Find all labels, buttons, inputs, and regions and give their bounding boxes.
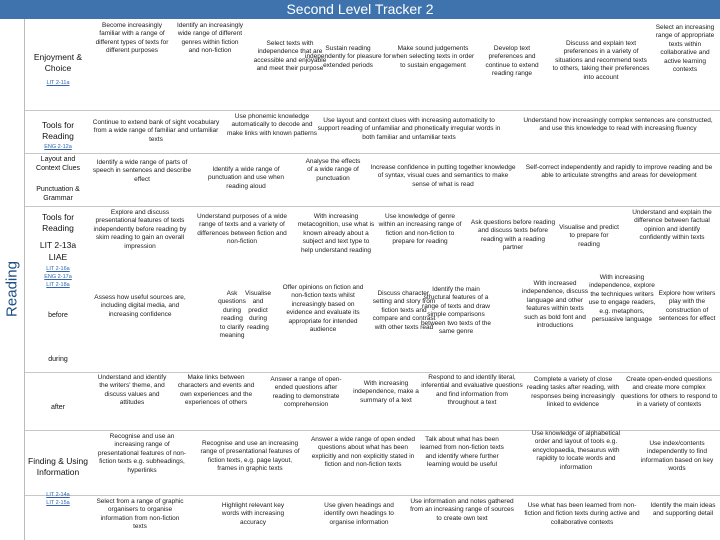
criterion-cell: Explore and discuss presentational features of texts independently before reading by skim reading to gain an overall impression [93, 209, 187, 250]
criterion-cell: Select texts with independence that are accessible and enjoyable and meet their purpose [253, 40, 327, 73]
criterion-cell: With increasing metacognition, use what is known already about a subject and text type to help understand reading [297, 213, 375, 254]
criterion-cell: Understand purposes of a wide range of texts and a variety of differences between fiction and non-fiction [197, 213, 287, 246]
criterion-cell: Make sound judgements when selecting texts in order to sustain engagement [391, 45, 475, 69]
criterion-cell: Identify the main structural features of a range of texts and draw simple comparisons between two texts of the same genre [420, 286, 492, 336]
criterion-cell: Highlight relevant key words with increasing accuracy [221, 502, 285, 526]
criterion-cell: Select an increasing range of appropriate texts within collaborative and active learning contexts [655, 24, 715, 74]
criterion-cell: Recognise and use an increasing range of presentational features of fiction texts, e.g. page layout, frames in graphic texts [200, 440, 300, 473]
criterion-cell: Identify an increasingly wide range of different genres within fiction and non-fiction [176, 22, 244, 55]
criterion-cell: Offer opinions on fiction and non-fiction texts whilst increasingly based on evidence and evaluate its appropriate for intended audience [282, 284, 364, 334]
criterion-cell: Analyse the effects of a wide range of punctuation [305, 158, 361, 182]
criterion-cell: With increasing independence, explore the techniques writers use to engage readers, e.g. metaphors, persuasive language [588, 274, 656, 324]
curriculum-code-large: LIAE [48, 252, 68, 262]
sidebar [0, 19, 25, 540]
criterion-cell: Use what has been learned from non-fiction and fiction texts during active and collaborative contexts [524, 502, 640, 526]
row-heading-enjoyment: Enjoyment & Choice [33, 52, 83, 73]
row-heading-tools-for-reading: Tools for Reading [41, 212, 75, 233]
criterion-cell: Become increasingly familiar with a range of different types of texts for different purposes [95, 22, 169, 55]
curriculum-code-large: LIT 2-13a [39, 240, 77, 250]
row-divider [25, 372, 720, 373]
row-heading-layout-context: Layout and Context Clues [36, 156, 80, 172]
criterion-cell: Make links between characters and events and own experiences and the experiences of others [177, 374, 255, 407]
criterion-cell: Answer a wide range of open ended questions about what has been explicitly and non explicitly stated in fiction and non-fiction texts [310, 436, 416, 469]
curriculum-code[interactable]: LIT 2-16a [46, 266, 70, 272]
row-divider [25, 110, 720, 111]
criterion-cell: Visualise and predict during reading [245, 290, 271, 331]
page-title-banner [0, 0, 720, 19]
criterion-cell: Identify a wide range of parts of speech in sentences and describe effect [92, 159, 192, 183]
criterion-cell: Create open-ended questions and create more complex questions for others to respond to in a variety of contexts [620, 376, 718, 409]
curriculum-code[interactable]: ENG 2-17a [44, 274, 72, 280]
criterion-cell: Use given headings and identify own headings to organise information [324, 502, 394, 526]
row-divider [25, 495, 720, 496]
criterion-cell: Answer a range of open-ended questions after reading to demonstrate comprehension [270, 376, 342, 409]
criterion-cell: Explore how writers play with the construction of sentences for effect [658, 290, 716, 323]
criterion-cell: Select from a range of graphic organisers to organise information from non-fiction texts [96, 498, 184, 531]
criterion-cell: Increase confidence in putting together knowledge of syntax, visual cues and semantics to make sense of what is read [370, 164, 516, 188]
page-title: Second Level Tracker 2 [286, 1, 434, 17]
criterion-cell: Discuss and explain text preferences in a variety of situations and recommend texts to others, taking their preferences into account [552, 40, 650, 81]
criterion-cell: Visualise and predict to prepare for reading [559, 224, 619, 248]
criterion-cell: Complete a variety of close reading tasks after reading, with responses being increasingly linked to evidence [526, 376, 620, 409]
curriculum-code[interactable]: LIT 2-14a [46, 492, 70, 498]
row-divider [25, 153, 720, 154]
criterion-cell: Identify a wide range of punctuation and use when reading aloud [208, 166, 284, 190]
criterion-cell: Self-correct independently and rapidly to improve reading and be able to articulate strengths and areas for development [525, 164, 713, 180]
criterion-cell: Identify the main ideas and supporting detail [650, 502, 716, 518]
criterion-cell: Use knowledge of alphabetical order and layout of tools e.g. encyclopaedia, thesaurus with rapidity to locate words and information [531, 430, 621, 471]
criterion-cell: Use knowledge of genre within an increasing range of fiction and non-fiction to prepare for reading [378, 213, 462, 246]
criterion-cell: Assess how useful sources are, including digital media, and increasing confidence [94, 294, 186, 318]
criterion-cell: Continue to extend bank of sight vocabulary from a wide range of familiar and unfamiliar texts [92, 119, 220, 143]
stage-label-before: before [48, 312, 68, 319]
curriculum-code[interactable]: ENG 2-12a [44, 144, 72, 150]
criterion-cell: With increasing independence, make a summary of a text [353, 380, 419, 404]
curriculum-code[interactable]: LIT 2-18a [46, 282, 70, 288]
criterion-cell: Understand and explain the difference between factual opinion and identify confidently within texts [632, 209, 712, 242]
criterion-cell: Talk about what has been learned from non-fiction texts and identify where further learning would be useful [420, 436, 504, 469]
row-heading-tools-for-reading: Tools for Reading [41, 120, 75, 141]
row-divider [25, 206, 720, 207]
criterion-cell: Develop text preferences and continue to extend reading range [485, 45, 539, 78]
row-subheading-punctuation-grammar: Punctuation & Grammar [36, 186, 80, 202]
criterion-cell: Sustain reading independently for pleasure for extended periods [305, 45, 391, 69]
stage-label-after: after [50, 404, 65, 411]
criterion-cell: Use index/contents independently to find information based on key words [640, 440, 714, 473]
criterion-cell: With increased independence, discuss language and other features within texts such as bold font and introductions [521, 280, 589, 330]
criterion-cell: Ask questions during reading to clarify meaning [218, 290, 246, 340]
criterion-cell: Recognise and use an increasing range of presentational features of non-fiction texts e.g. subheadings, hyperlinks [97, 433, 187, 474]
criterion-cell: Ask questions before reading and discuss texts before reading with a reading partner [470, 219, 556, 252]
curriculum-code[interactable]: LIT 2-11a [46, 80, 70, 86]
criterion-cell: Understand and identify the writers' theme, and discuss values and attitudes [97, 374, 167, 407]
criterion-cell: Use phonemic knowledge automatically to decode and make links with known patterns [227, 113, 317, 137]
criterion-cell: Use layout and context clues with increasing automaticity to support reading of unfamiliar and phonetically irregular words in both familiar and unfamiliar texts [317, 117, 501, 141]
criterion-cell: Use information and notes gathered from an increasing range of sources to create own text [410, 498, 514, 522]
row-heading-finding-using: Finding & Using Information [28, 456, 89, 477]
sidebar-label: Reading [3, 261, 21, 317]
criterion-cell: Respond to and identify literal, inferential and evaluative questions and find information from throughout a text [421, 374, 523, 407]
criterion-cell: Understand how increasingly complex sentences are constructed, and use this knowledge to read with increasing fluency [523, 117, 713, 133]
stage-label-during: during [48, 356, 68, 363]
criterion-cell: Discuss character, setting and story from fiction texts and compare and contrast with other texts read [372, 290, 436, 331]
curriculum-code[interactable]: LIT 2-15a [46, 500, 70, 506]
